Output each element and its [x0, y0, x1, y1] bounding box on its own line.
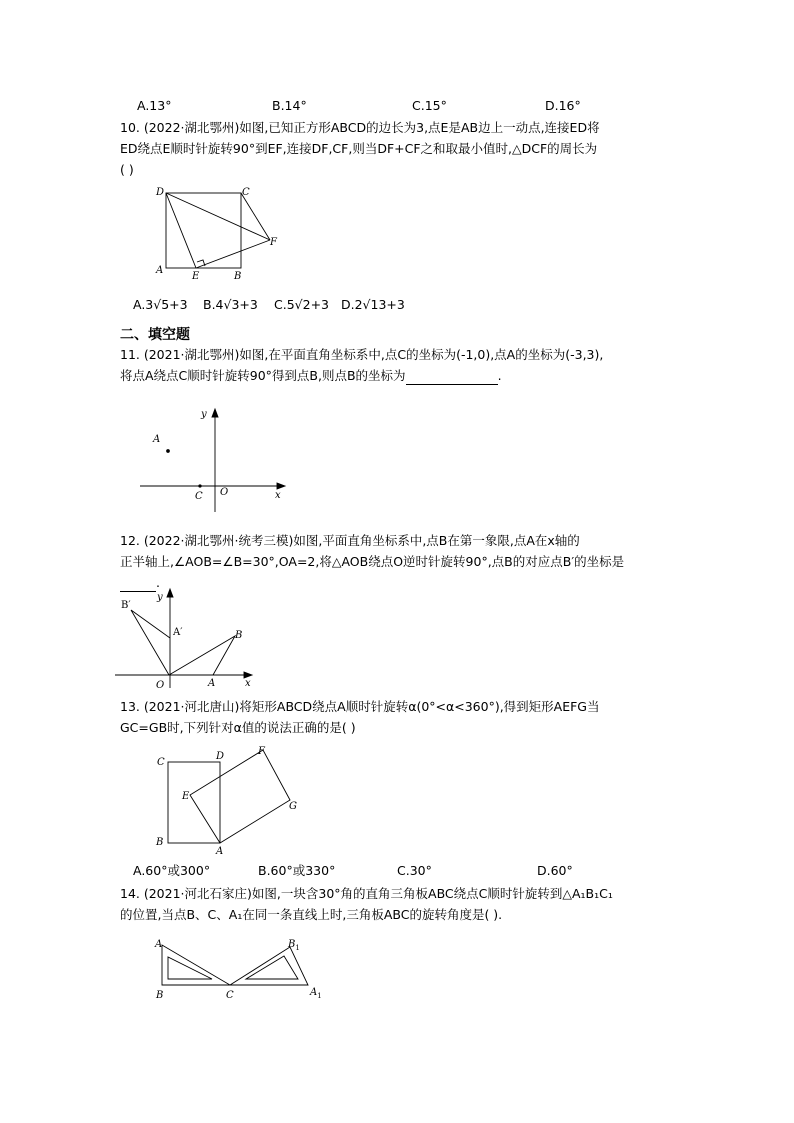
q14-figure — [150, 935, 340, 1005]
q12-label-b: B — [235, 630, 243, 641]
q9-option-a: A.13° — [137, 98, 172, 113]
q11-axis-y-label: y — [201, 409, 207, 420]
q11-label-c: C — [195, 491, 203, 502]
q13-figure — [150, 745, 305, 855]
q11-answer-blank — [406, 370, 498, 385]
q9-option-d: D.16° — [545, 98, 581, 113]
q13-label-c: C — [157, 757, 165, 768]
q12-axis-y-label: y — [157, 592, 163, 603]
q9-option-b: B.14° — [272, 98, 307, 113]
q10-label-b: B — [234, 271, 242, 282]
q10-option-d: D.2√13+3 — [341, 297, 405, 312]
q10-stem-line3: ( ) — [120, 162, 134, 177]
q12-stem-line2: 正半轴上,∠AOB=∠B=30°,OA=2,将△AOB绕点O逆时针旋转90°,点B的对应点B′的坐标是 — [120, 554, 625, 569]
q10-stem-line2: ED绕点E顺时针旋转90°到EF,连接DF,CF,则当DF+CF之和取最小值时,△DCF的周长为 — [120, 141, 598, 156]
q13-option-a: A.60°或300° — [133, 863, 211, 878]
q14-label-c: C — [226, 990, 234, 1001]
q12-label-a: A — [208, 678, 216, 689]
q12-axis-x-label: x — [245, 678, 251, 689]
q12-label-aprime: A′ — [173, 627, 183, 638]
q11-label-o: O — [220, 487, 229, 498]
q11-figure — [140, 408, 290, 513]
q12-label-o: O — [156, 680, 165, 691]
q9-option-c: C.15° — [412, 98, 447, 113]
q13-label-f: F — [258, 746, 265, 757]
q13-label-g: G — [289, 801, 297, 812]
q14-label-a: A — [155, 939, 163, 950]
q10-label-a: A — [156, 265, 164, 276]
q10-label-d: D — [156, 187, 165, 198]
q10-figure — [150, 185, 290, 285]
q13-stem-line1: 13. (2021·河北唐山)将矩形ABCD绕点A顺时针旋转α(0°<α<360°),得到矩形AEFG当 — [120, 699, 600, 714]
q12-stem-end: . — [156, 575, 160, 590]
q13-label-a: A — [216, 846, 224, 857]
q10-label-c: C — [242, 187, 250, 198]
q10-label-e: E — [192, 271, 200, 282]
q10-option-a: A.3√5+3 — [133, 297, 188, 312]
q11-stem-end: . — [497, 368, 502, 383]
q14-label-a1: $A_1$ — [310, 987, 322, 1000]
q11-stem-line2 — [120, 367, 502, 385]
q13-label-d: D — [216, 751, 225, 762]
q12-stem-line1: 12. (2022·湖北鄂州·统考三模)如图,平面直角坐标系中,点B在第一象限,点A在x轴的 — [120, 533, 580, 548]
q10-label-f: F — [270, 237, 277, 248]
q10-option-b: B.4√3+3 — [203, 297, 258, 312]
q13-stem-line2: GC=GB时,下列针对α值的说法正确的是( ) — [120, 720, 356, 735]
q12-figure — [115, 588, 260, 690]
q14-stem-line2: 的位置,当点B、C、A₁在同一条直线上时,三角板ABC的旋转角度是( ). — [120, 907, 503, 922]
q10-stem-line1: 10. (2022·湖北鄂州)如图,已知正方形ABCD的边长为3,点E是AB边上一动点,连接ED将 — [120, 120, 600, 135]
q14-label-b: B — [156, 990, 164, 1001]
q14-stem-line1: 14. (2021·河北石家庄)如图,一块含30°角的直角三角板ABC绕点C顺时针旋转到△A₁B₁C₁ — [120, 886, 613, 901]
section-title: 二、填空题 — [120, 327, 190, 343]
q10-option-c: C.5√2+3 — [274, 297, 329, 312]
q13-label-b: B — [156, 837, 164, 848]
q11-stem-line1: 11. (2021·湖北鄂州)如图,在平面直角坐标系中,点C的坐标为(-1,0),点A的坐标为(-3,3), — [120, 347, 604, 362]
q14-label-b1: $B_1$ — [288, 939, 300, 952]
q13-label-e: E — [182, 791, 190, 802]
q13-option-d: D.60° — [537, 863, 573, 878]
q11-axis-x-label: x — [275, 490, 281, 501]
q13-option-c: C.30° — [397, 863, 432, 878]
q12-label-bprime: B′ — [121, 600, 131, 611]
q11-label-a: A — [153, 434, 161, 445]
q11-stem-text: 将点A绕点C顺时针旋转90°得到点B,则点B的坐标为 — [120, 368, 406, 383]
q13-option-b: B.60°或330° — [258, 863, 336, 878]
